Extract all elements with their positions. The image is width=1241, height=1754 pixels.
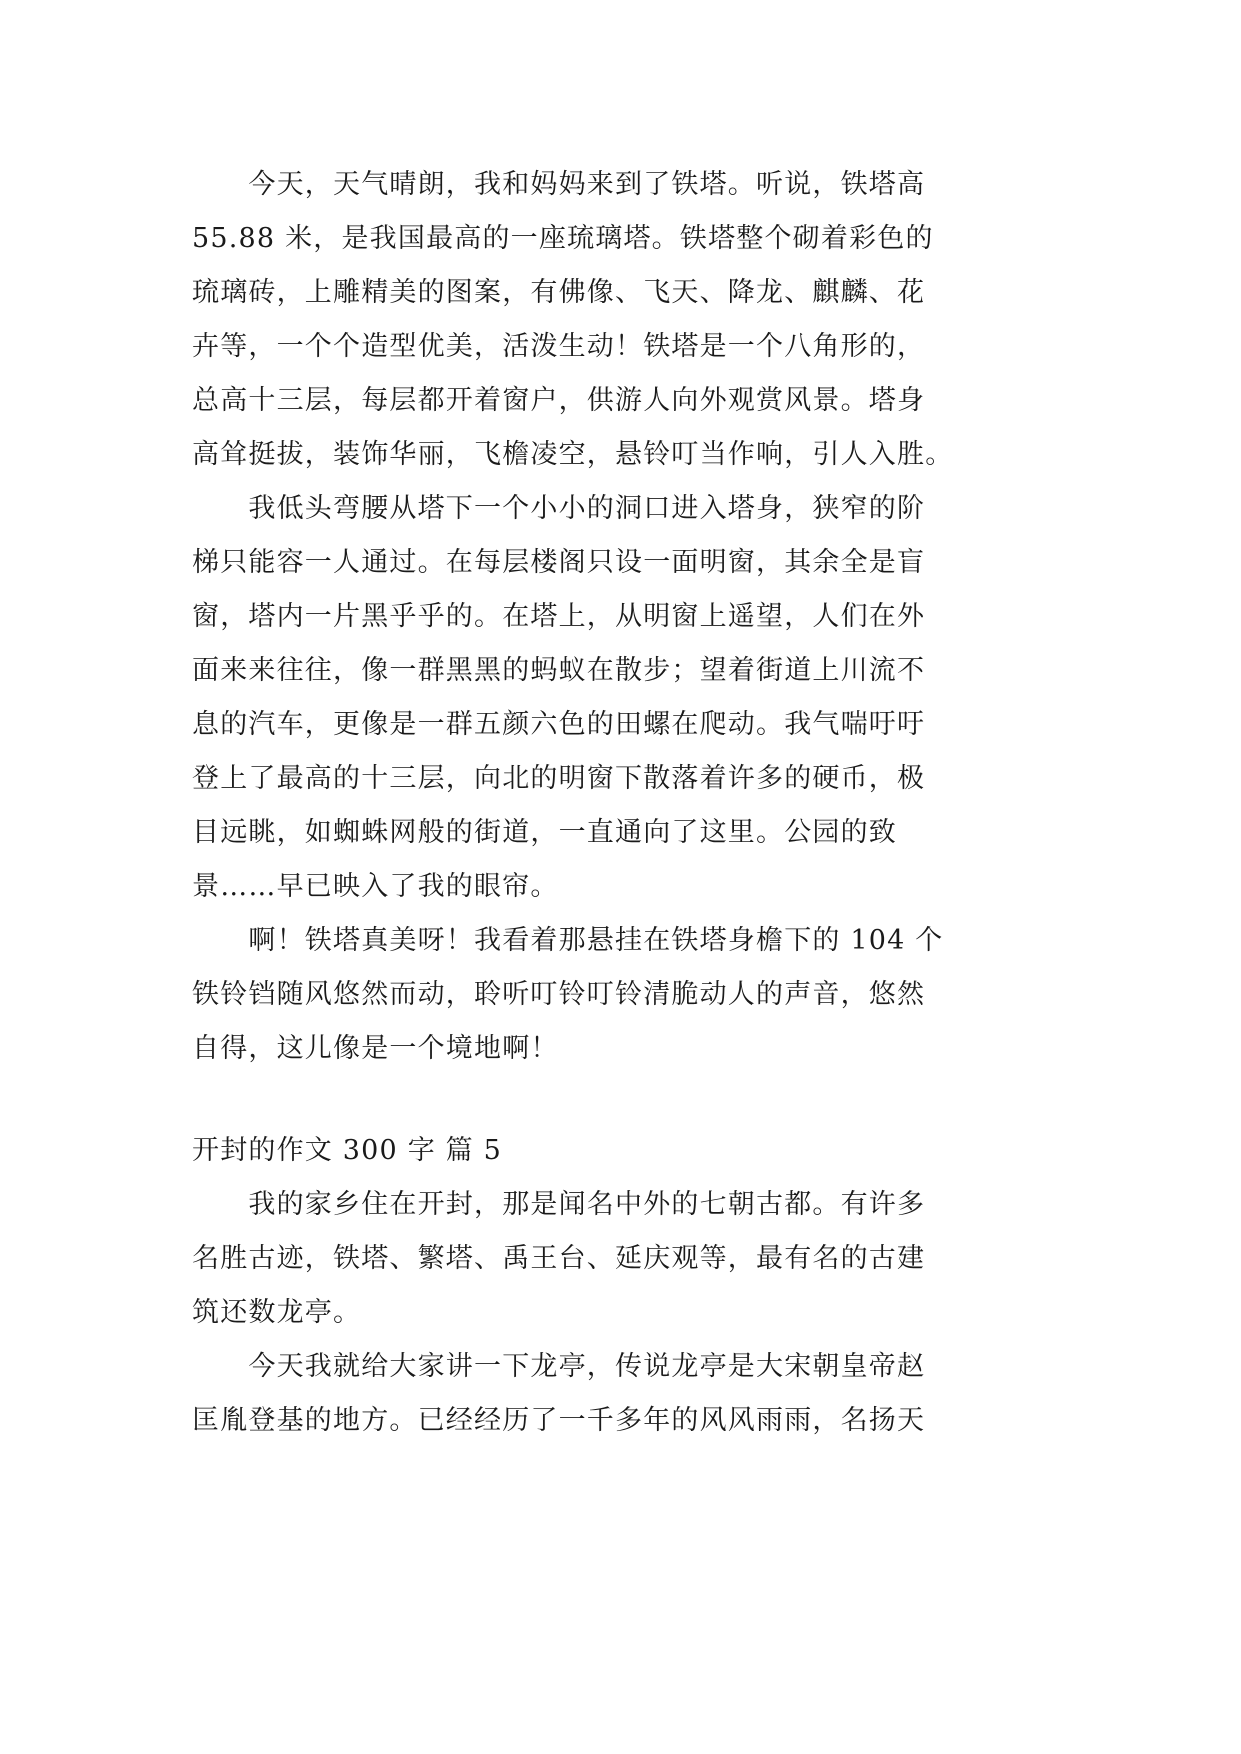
text-line: 自得，这儿像是一个境地啊！ xyxy=(192,1033,559,1064)
section-gap xyxy=(192,1076,1072,1124)
text-line: 我的家乡住在开封，那是闻名中外的七朝古都。有许多 xyxy=(192,1189,926,1220)
text-line: 梯只能容一人通过。在每层楼阁只设一面明窗，其余全是盲 xyxy=(192,547,926,578)
section-heading: 开封的作文 300 字 篇 5 xyxy=(192,1135,503,1166)
text-line: 总高十三层，每层都开着窗户，供游人向外观赏风景。塔身 xyxy=(192,385,926,416)
text-line: 目远眺，如蜘蛛网般的街道，一直通向了这里。公园的致 xyxy=(192,817,897,848)
section-2 xyxy=(192,1178,1072,1448)
text-line: 登上了最高的十三层，向北的明窗下散落着许多的硬币，极 xyxy=(192,763,926,794)
text-line: 高耸挺拔，装饰华丽，飞檐凌空，悬铃叮当作响，引人入胜。 xyxy=(192,439,954,470)
text-line: 面来来往往，像一群黑黑的蚂蚁在散步；望着街道上川流不 xyxy=(192,655,926,686)
text-line: 今天，天气晴朗，我和妈妈来到了铁塔。听说，铁塔高 xyxy=(192,169,926,200)
text-line: 窗，塔内一片黑乎乎的。在塔上，从明窗上遥望，人们在外 xyxy=(192,601,926,632)
text-line: 啊！铁塔真美呀！我看着那悬挂在铁塔身檐下的 104 个 xyxy=(192,925,944,956)
text-line: 息的汽车，更像是一群五颜六色的田螺在爬动。我气喘吁吁 xyxy=(192,709,926,740)
document-page xyxy=(192,158,1072,1448)
text-line: 今天我就给大家讲一下龙亭，传说龙亭是大宋朝皇帝赵 xyxy=(192,1351,926,1382)
text-line: 筑还数龙亭。 xyxy=(192,1297,362,1328)
text-line: 名胜古迹，铁塔、繁塔、禹王台、延庆观等，最有名的古建 xyxy=(192,1243,926,1274)
section-1 xyxy=(192,158,1072,1076)
text-line: 匡胤登基的地方。已经经历了一千多年的风风雨雨，名扬天 xyxy=(192,1405,926,1436)
text-line: 铁铃铛随风悠然而动，聆听叮铃叮铃清脆动人的声音，悠然 xyxy=(192,979,926,1010)
text-line: 我低头弯腰从塔下一个小小的洞口进入塔身，狭窄的阶 xyxy=(192,493,926,524)
text-line: 卉等，一个个造型优美，活泼生动！铁塔是一个八角形的， xyxy=(192,331,926,362)
text-line: 琉璃砖，上雕精美的图案，有佛像、飞天、降龙、麒麟、花 xyxy=(192,277,926,308)
text-line: 景……早已映入了我的眼帘。 xyxy=(192,871,559,902)
text-line: 55.88 米，是我国最高的一座琉璃塔。铁塔整个砌着彩色的 xyxy=(192,223,934,254)
